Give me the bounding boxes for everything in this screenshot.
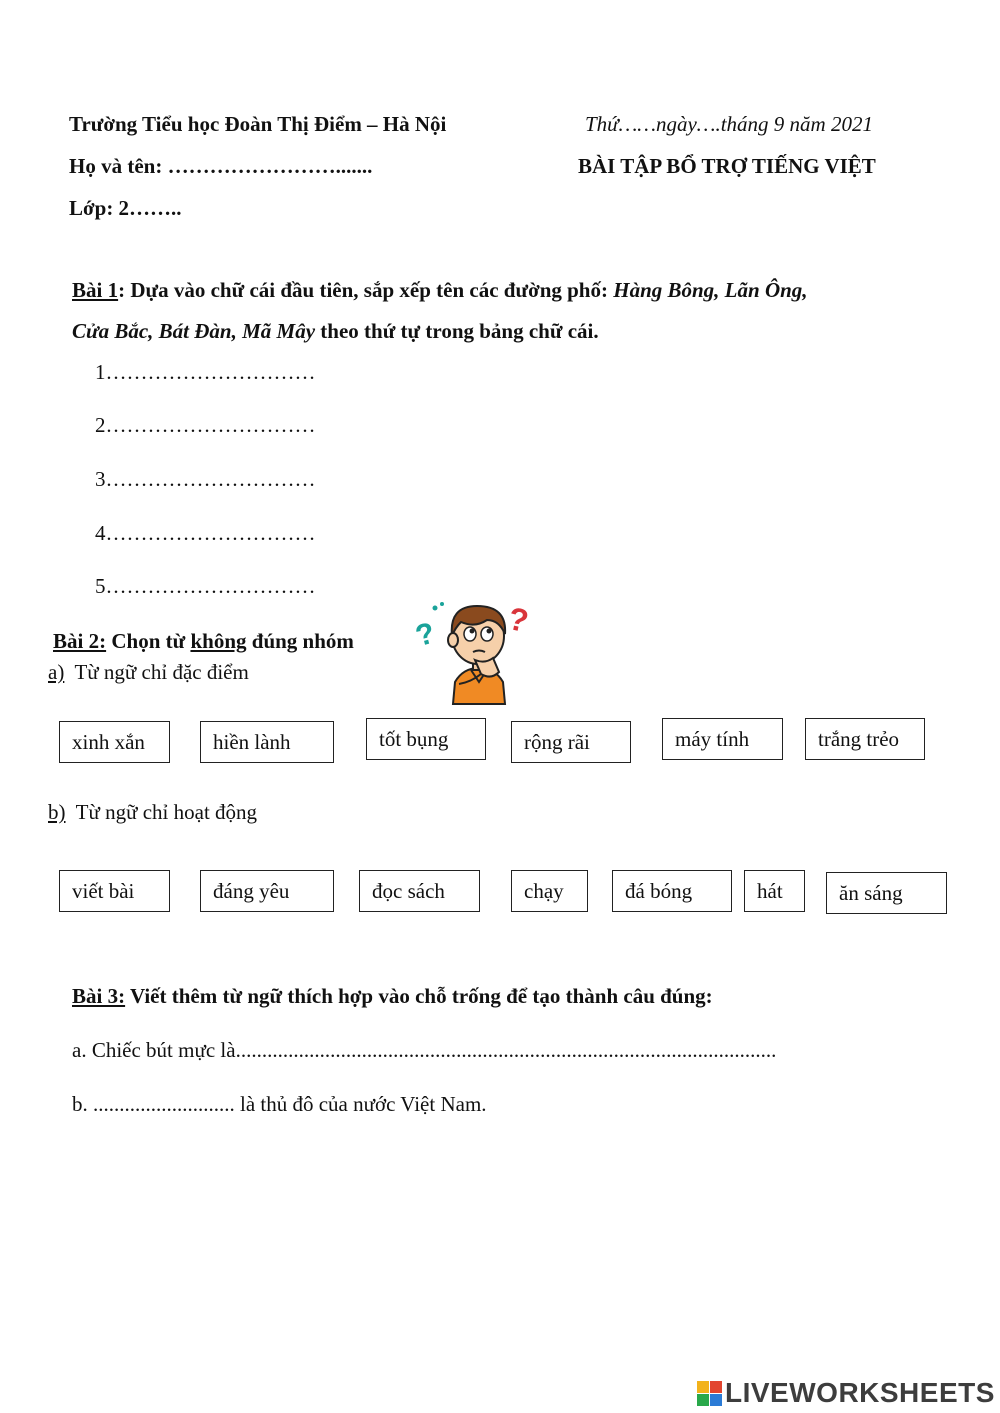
word-box[interactable]: xinh xắn — [59, 721, 170, 763]
word-box[interactable]: tốt bụng — [366, 718, 486, 760]
bai3-heading — [72, 984, 713, 1009]
part-a-marker: a) — [48, 660, 65, 684]
part-b-marker: b) — [48, 800, 66, 824]
bai3-label: Bài 3: — [72, 984, 126, 1008]
bai2-label: Bài 2: — [53, 629, 107, 653]
bai2-title-post: đúng nhóm — [246, 629, 354, 653]
bai1-label: Bài 1 — [72, 278, 119, 302]
word-box[interactable]: đá bóng — [612, 870, 732, 912]
bai3-line-a[interactable]: a. Chiếc bút mực là....................................................................................................... — [72, 1038, 777, 1062]
part-a-label: Từ ngữ chỉ đặc điểm — [74, 660, 249, 684]
word-box[interactable]: đáng yêu — [200, 870, 334, 912]
bai1-streets-2: Cửa Bắc, Bát Đàn, Mã Mây — [72, 319, 316, 343]
word-box[interactable]: chạy — [511, 870, 588, 912]
question-mark-icon: ? — [505, 600, 532, 640]
bai1-instruction: : Dựa vào chữ cái đầu tiên, sắp xếp tên các đường phố: — [118, 278, 614, 302]
liveworksheets-logo-icon — [697, 1379, 723, 1407]
liveworksheets-logo — [697, 1376, 995, 1410]
date-line: Thứ……ngày….tháng 9 năm 2021 — [585, 112, 873, 136]
word-box[interactable]: hiền lành — [200, 721, 334, 763]
word-box[interactable]: hát — [744, 870, 805, 912]
bai2-heading — [53, 629, 354, 654]
bai1-streets-1: Hàng Bông, Lãn Ông, — [613, 278, 808, 302]
word-box[interactable]: rộng rãi — [511, 721, 631, 763]
class-field: Lớp: 2…….. — [69, 196, 182, 220]
thinking-boy-illustration — [412, 598, 535, 706]
liveworksheets-logo-text: LIVEWORKSHEETS — [725, 1377, 995, 1408]
name-field: Họ và tên: ……………………....... — [69, 154, 373, 178]
answer-line-3[interactable]: 3………………………… — [95, 467, 316, 491]
part-b-heading — [48, 800, 257, 825]
question-mark-icon: ? — [412, 616, 439, 654]
bai2-title-emph: không — [190, 629, 247, 653]
part-a-heading — [48, 660, 249, 685]
word-box[interactable]: viết bài — [59, 870, 170, 912]
school-name: Trường Tiểu học Đoàn Thị Điểm – Hà Nội — [69, 112, 447, 136]
worksheet-title: BÀI TẬP BỔ TRỢ TIẾNG VIỆT — [578, 154, 876, 178]
bai1-heading-cont — [72, 319, 599, 344]
bai2-title-pre: Chọn từ — [106, 629, 191, 653]
bai1-instruction-end: theo thứ tự trong bảng chữ cái. — [315, 319, 599, 343]
bai1-heading — [72, 278, 808, 303]
word-box[interactable]: ăn sáng — [826, 872, 947, 914]
word-box[interactable]: trắng trẻo — [805, 718, 925, 760]
answer-line-1[interactable]: 1………………………… — [95, 360, 316, 384]
bai3-title: Viết thêm từ ngữ thích hợp vào chỗ trống để tạo thành câu đúng: — [125, 984, 713, 1008]
answer-line-5[interactable]: 5………………………… — [95, 574, 316, 598]
bai3-line-b[interactable]: b. ........................... là thủ đô của nước Việt Nam. — [72, 1092, 487, 1116]
word-box[interactable]: máy tính — [662, 718, 783, 760]
word-box[interactable]: đọc sách — [359, 870, 480, 912]
part-b-label: Từ ngữ chỉ hoạt động — [75, 800, 258, 824]
answer-line-2[interactable]: 2………………………… — [95, 413, 316, 437]
answer-line-4[interactable]: 4………………………… — [95, 521, 316, 545]
